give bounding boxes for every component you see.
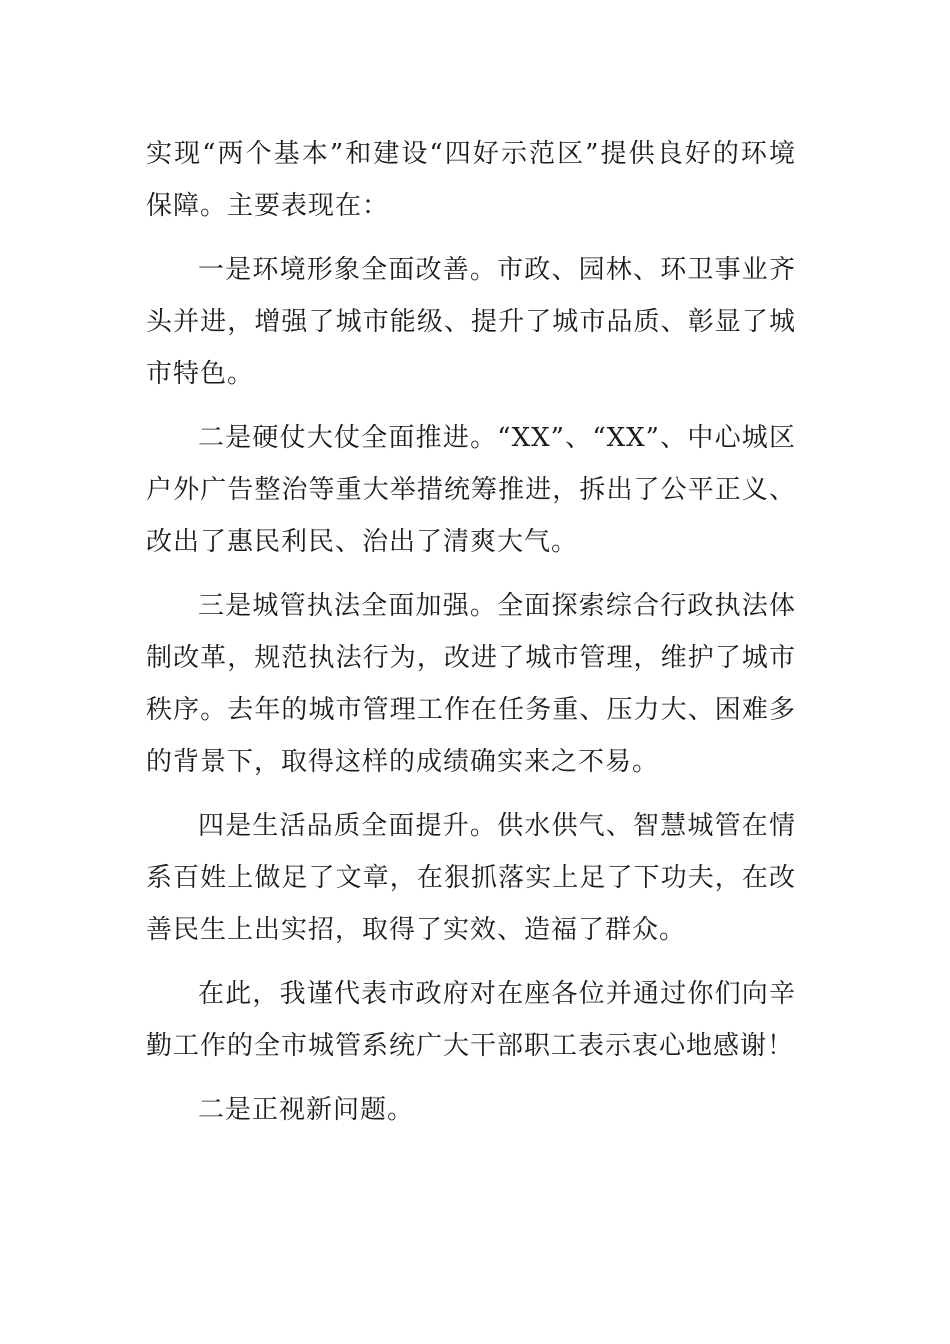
paragraph-new-problems: 二是正视新问题。	[198, 1095, 415, 1125]
paragraph-continuation: 实现“两个基本”和建设“四好示范区”提供良好的环境保障。主要表现在：	[146, 139, 796, 221]
document-body	[146, 128, 796, 1148]
paragraph-environment: 一是环境形象全面改善。市政、园林、环卫事业齐头并进，增强了城市能级、提升了城市品质、彰显了城市特色。	[146, 255, 796, 389]
paragraph-quality-of-life: 四是生活品质全面提升。供水供气、智慧城管在情系百姓上做足了文章，在狠抓落实上足了下功夫，在改善民生上出实招，取得了实效、造福了群众。	[146, 811, 796, 945]
paragraph-law-enforcement: 三是城管执法全面加强。全面探索综合行政执法体制改革，规范执法行为，改进了城市管理，维护了城市秩序。去年的城市管理工作在任务重、压力大、困难多的背景下，取得这样的成绩确实来之不易。	[146, 591, 796, 777]
paragraph-thanks: 在此，我谨代表市政府对在座各位并通过你们向辛勤工作的全市城管系统广大干部职工表示衷心地感谢！	[146, 979, 796, 1061]
paragraph-major-tasks: 二是硬仗大仗全面推进。“XX”、“XX”、中心城区户外广告整治等重大举措统筹推进，拆出了公平正义、改出了惠民利民、治出了清爽大气。	[146, 423, 796, 557]
